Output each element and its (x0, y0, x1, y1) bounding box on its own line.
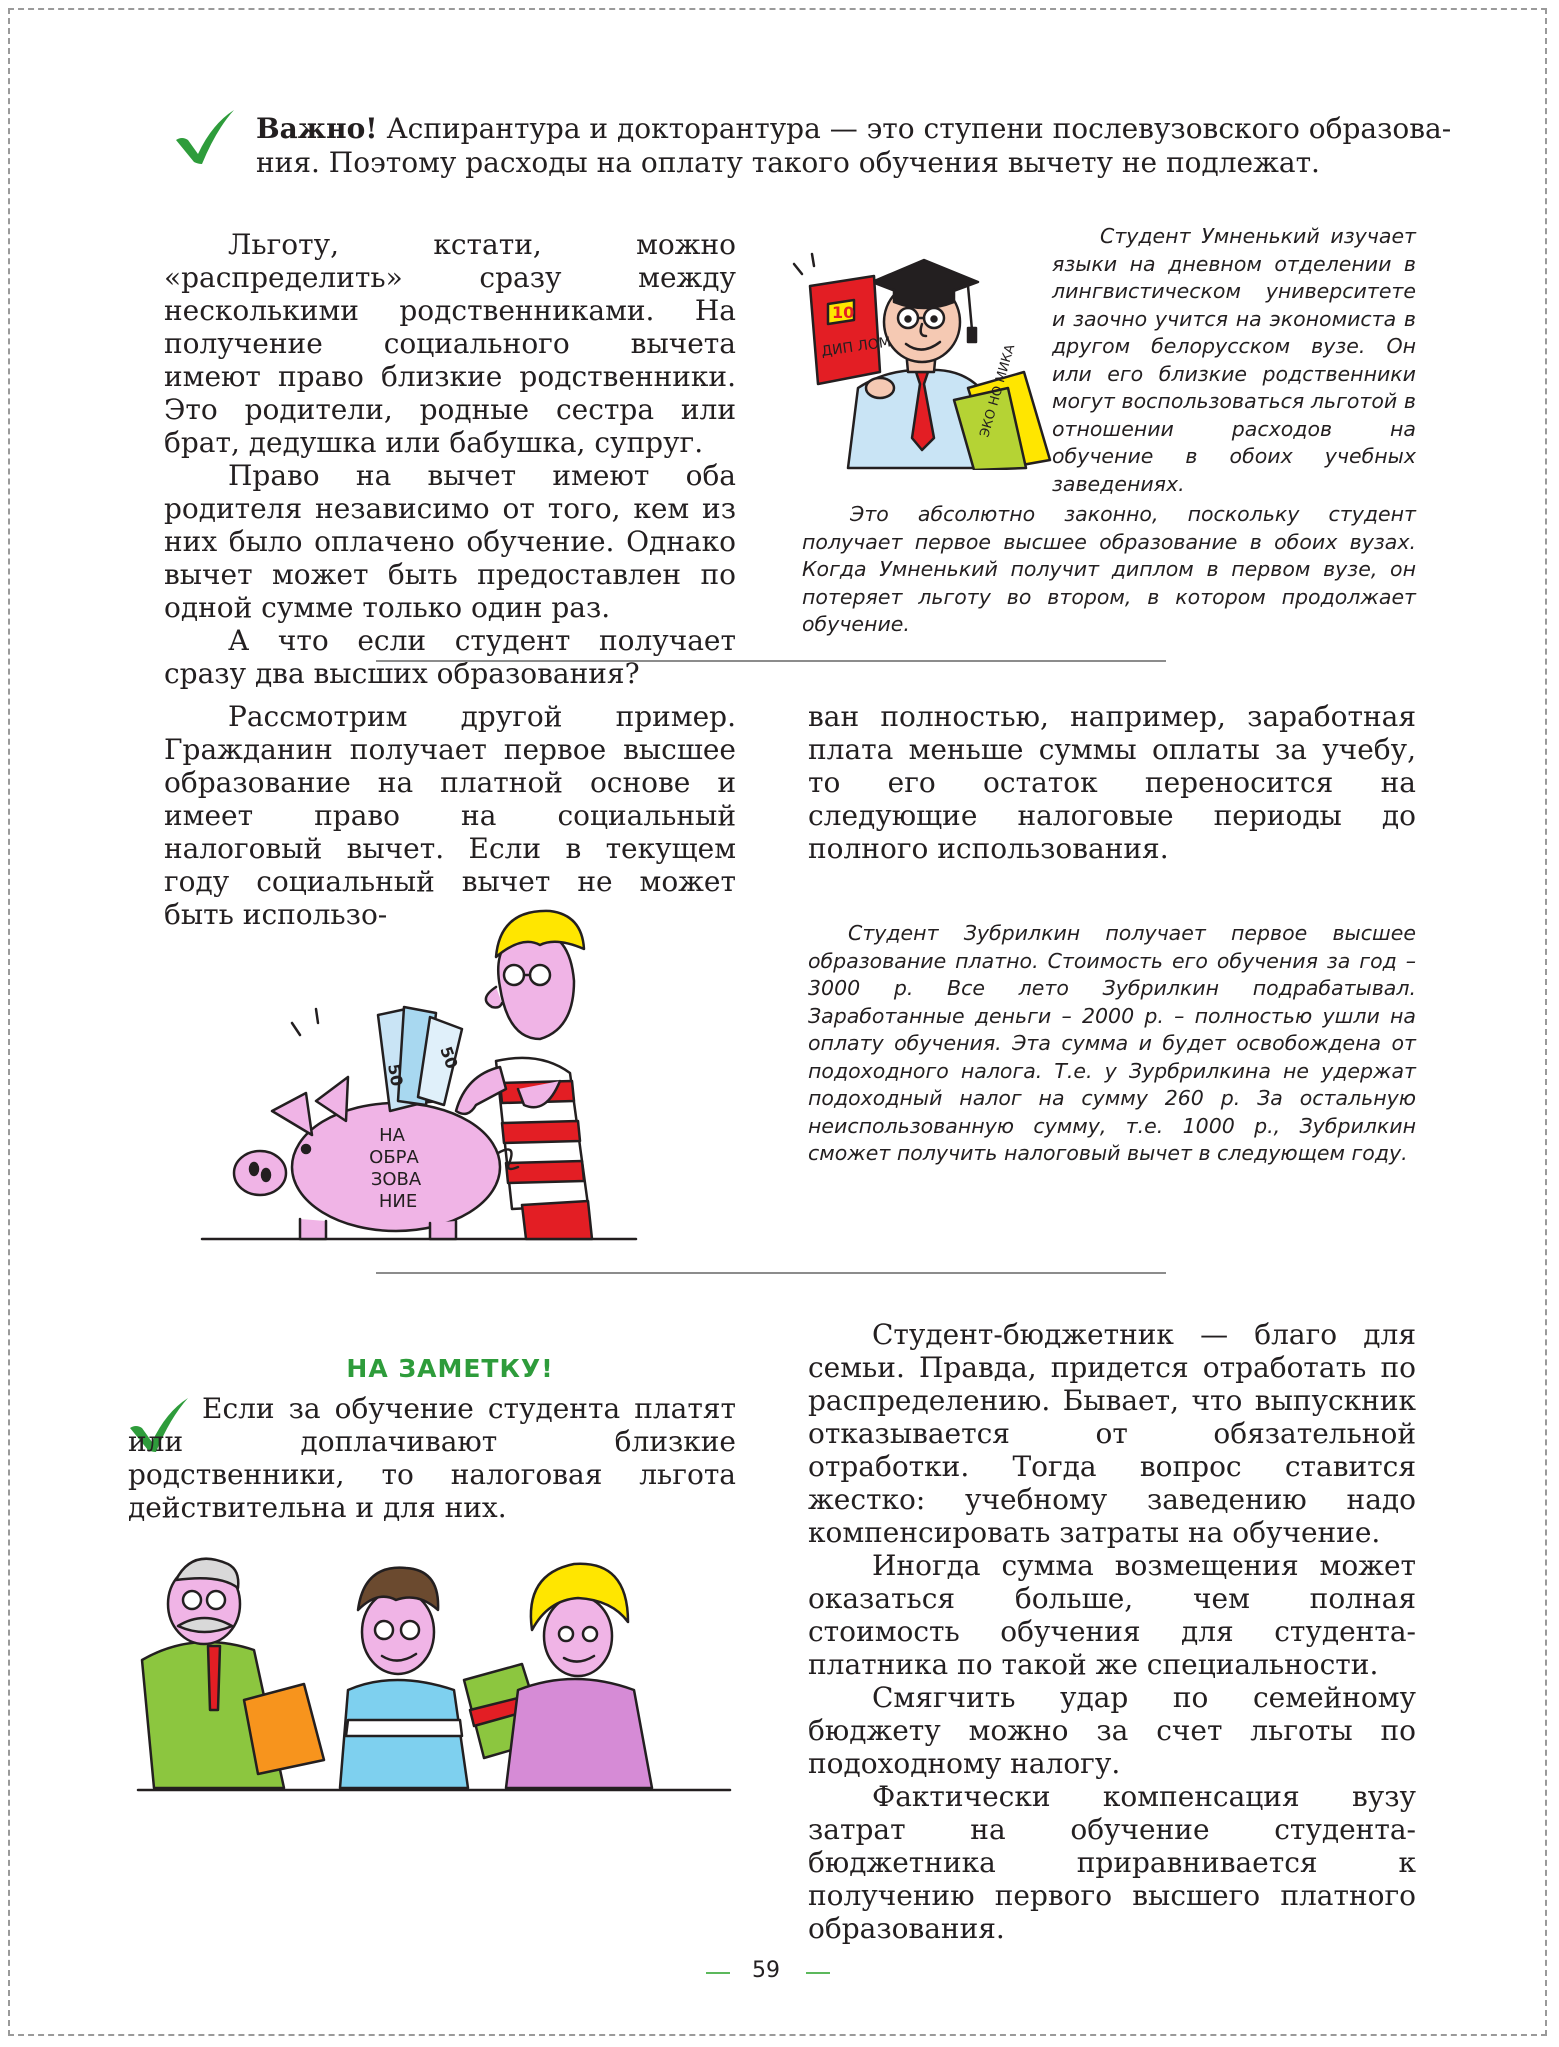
section3-paragraph-4: Фактически компенсация вузу затрат на обучение студента-бюджетника приравнивается к получению первого высшего платного образования. (808, 1780, 1416, 1945)
page-number-dash-right (806, 1972, 830, 1974)
diploma-number: 10 (832, 303, 855, 322)
pig-label-line-1: НА (379, 1125, 405, 1146)
section1-paragraph-3: А что если студент получает сразу два высших образования? (164, 624, 736, 690)
important-line1: Аспирантура и докторантура — это ступени послевузовского образова- (377, 112, 1452, 145)
banknote-label-1: 50 (384, 1062, 407, 1088)
section3-paragraph-2: Иногда сумма возмещения может оказаться больше, чем полная стоимость обучения для студента-платника по такой же специальности. (808, 1549, 1416, 1681)
student-graduate-illustration (788, 238, 1058, 470)
note-title: НА ЗАМЕТКУ! (346, 1354, 554, 1383)
pig-label-line-3: ЗОВА (370, 1169, 422, 1190)
section1-paragraph-2: Право на вычет имеют оба родителя независимо от того, кем из них было оплачено обучение. Однако вычет может быть предоставлен по одной сумме только один раз. (164, 459, 736, 624)
section1-caption-1: Студент Умненький изучает языки на дневном отделении в лингвистическом университете и заочно учится на экономиста в другом белорусском вузе. Он или его близкие родственники могут воспользоваться льготой в отношении расходов на обучение в обоих учебных заведениях. (1052, 224, 1416, 496)
divider-2 (376, 1272, 1166, 1274)
family-illustration (134, 1540, 734, 1794)
important-note (256, 112, 1452, 180)
important-label: Важно! (256, 112, 378, 145)
section2-right-text: ван полностью, например, заработная плата меньше суммы оплаты за учебу, то его остаток переносится на следующие налоговые периоды до полного использования. (808, 700, 1416, 865)
piggy-bank-student-illustration (200, 905, 640, 1245)
pig-label-line-2: ОБРА (369, 1147, 419, 1168)
page-number-dash-left (706, 1972, 730, 1974)
divider-1 (376, 660, 1166, 662)
section2-left-text: Рассмотрим другой пример. Гражданин получает первое высшее образование на платной основе и имеет право на социальный налоговый вычет. Если в текущем году социальный вычет не может быть использо- (164, 700, 736, 931)
diploma-label: ДИП ЛОМ (820, 334, 892, 360)
section3-paragraph-3: Смягчить удар по семейному бюджету можно за счет льготы по подоходному налогу. (808, 1681, 1416, 1780)
note-text: Если за обучение студента платят или доплачивают близкие родственники, то налоговая льгота действительна и для них. (128, 1392, 736, 1524)
checkmark-icon (172, 106, 238, 166)
page-number: 59 (752, 1958, 780, 1983)
section3-paragraph-1: Студент-бюджетник — благо для семьи. Правда, придется отработать по распределению. Бывает, что выпускник отказывается от обязательной отработки. Тогда вопрос ставится жестко: учебному заведению надо компенсировать затраты на обучение. (808, 1318, 1416, 1549)
section1-paragraph-1: Льготу, кстати, можно «распределить» сразу между несколькими родственниками. На получение социального вычета имеют право близкие родственники. Это родители, родные сестра или брат, дедушка или бабушка, супруг. (164, 228, 736, 459)
section2-caption: Студент Зубрилкин получает первое высшее образование платно. Стоимость его обучения за год – 3000 р. Все лето Зубрилкин подрабатывал. Заработанные деньги – 2000 р. – полностью ушли на оплату обучения. Эта сумма и будет освобождена от подоходного налога. Т.е. у Зурбрилкина не удержат подоходный налог на сумму 260 р. За остальную неиспользованную сумму, т.е. 1000 р., Зубрилкин сможет получить налоговый вычет в следующем году. (808, 921, 1416, 1165)
section3-right-text (808, 1318, 1416, 1945)
important-line2: ния. Поэтому расходы на оплату такого обучения вычету не подлежат. (256, 146, 1320, 179)
banknote-label-2: 50 (436, 1043, 462, 1072)
pig-label-line-4: НИЕ (378, 1191, 418, 1212)
section1-text (164, 228, 736, 690)
economics-book-label: ЭКО НО МИКА (977, 342, 1019, 440)
section1-caption-2: Это абсолютно законно, поскольку студент получает первое высшее образование в обоих вузах. Когда Умненький получит диплом в первом вузе, он потеряет льготу во втором, в котором продолжает обучение. (802, 502, 1416, 636)
